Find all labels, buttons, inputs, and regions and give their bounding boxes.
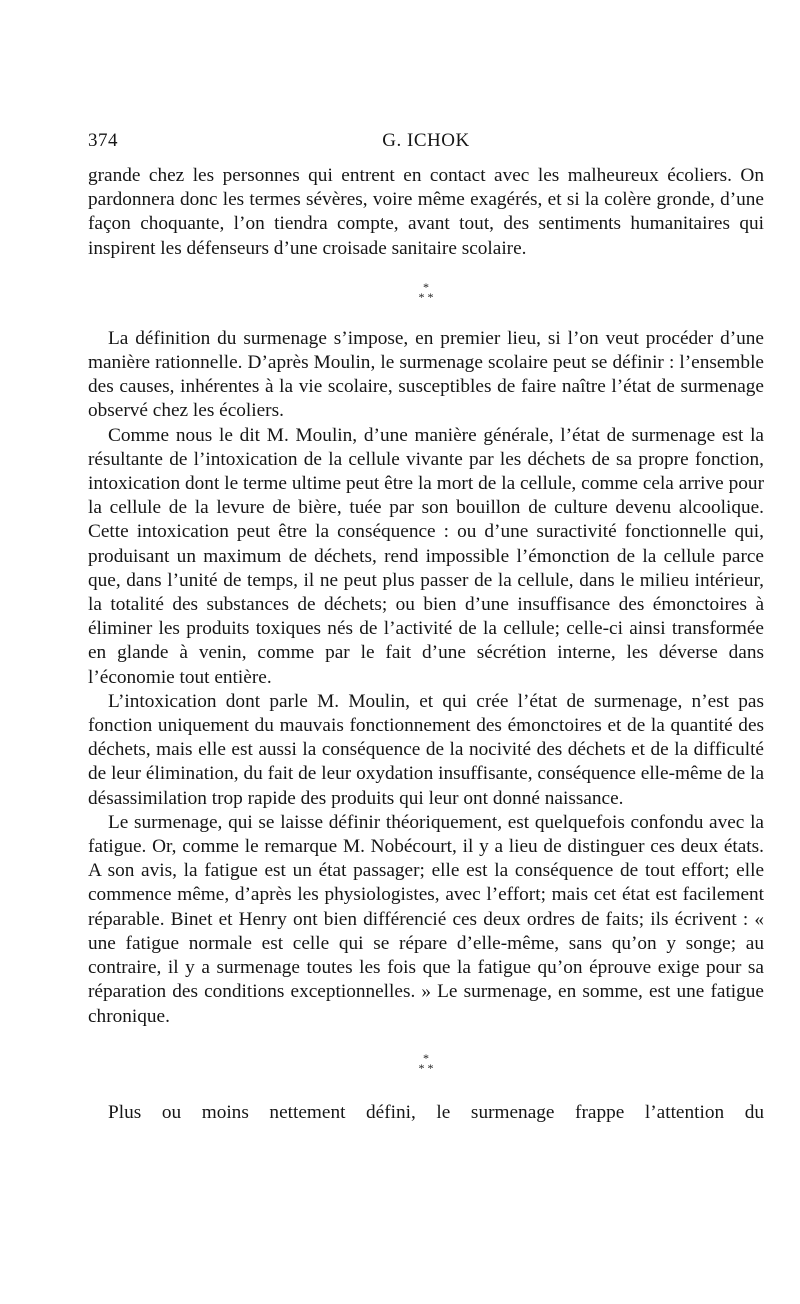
- running-head: G. ICHOK: [382, 130, 470, 151]
- paragraph-last-line: Plus ou moins nettement défini, le surmenage frappe l’attention du: [108, 1101, 764, 1123]
- book-page: [88, 128, 764, 1125]
- page-number: 374: [88, 130, 118, 151]
- paragraph-intoxication: Comme nous le dit M. Moulin, d’une manière générale, l’état de surmenage est la résultante de l’intoxication de la cellule vivante par les déchets de sa propre fonction, intoxication dont le terme ultime peut être la mort de la cellule, comme cela arrive pour la cellule de la levure de bière, tuée par son bouillon de culture devenu alcoolique. Cette intoxication peut être la conséquence : ou d’une suractivité fonctionnelle qui, produisant un maximum de déchets, rend impossible l’émonction de la cellule parce que, dans l’unité de temps, il ne peut plus passer de la cellule, dans le milieu intérieur, la totalité des substances de déchets; ou bien d’une insuffisance des émonctoires à éliminer les produits toxiques nés de l’activité de la cellule; celle-ci ainsi transformée en glande à venin, comme par le fait d’une sécrétion interne, les déverse dans l’économie tout entière.: [88, 424, 764, 688]
- ornament-asterism-2: * * *: [418, 1050, 434, 1075]
- paragraph-continued: grande chez les personnes qui entrent en contact avec les malheureux écoliers. On pardonnera donc les termes sévères, voire même exagérés, et si la colère gronde, d’une façon choquante, l’on tiendra compte, avant tout, des sentiments humanitaires qui inspirent les défenseurs d’une croisade sanitaire scolaire.: [88, 165, 764, 259]
- section-ornament: [88, 261, 764, 323]
- paragraph-moulin: L’intoxication dont parle M. Moulin, et qui crée l’état de surmenage, n’est pas fonction uniquement du mauvais fonctionnement des émonctoires et de la quantité des déchets, mais elle est aussi la conséquence de la nocivité des déchets et de la difficulté de leur élimination, du fait de leur oxydation insuffisante, conséquence elle-même de la désassimilation trop rapide des produits qui leur ont donné naissance.: [88, 690, 764, 809]
- ornament-asterism: * * *: [418, 279, 434, 304]
- paragraph-definition: La définition du surmenage s’impose, en premier lieu, si l’on veut procéder d’une manière rationnelle. D’après Moulin, le surmenage scolaire peut se définir : l’ensemble des causes, inhérentes à la vie scolaire, susceptibles de faire naître l’état de surmenage observé chez les écoliers.: [88, 327, 764, 422]
- page-header: [88, 128, 764, 164]
- section-ornament-2: [88, 1029, 764, 1097]
- paragraph-fatigue: Le surmenage, qui se laisse définir théoriquement, est quelquefois confondu avec la fatigue. Or, comme le remarque M. Nobécourt, il y a lieu de distinguer ces deux états. A son avis, la fatigue est un état passager; elle est la conséquence de tout effort; elle commence même, d’après les physiologistes, avec l’effort; mais cet état est facilement réparable. Binet et Henry ont bien différencié ces deux ordres de faits; ils écrivent : « une fatigue normale est celle qui se répare d’elle-même, sans qu’on y songe; au contraire, il y a surmenage toutes les fois que la fatigue qu’on éprouve exige pour sa réparation des conditions exceptionnelles. » Le surmenage, en somme, est une fatigue chronique.: [88, 811, 764, 1027]
